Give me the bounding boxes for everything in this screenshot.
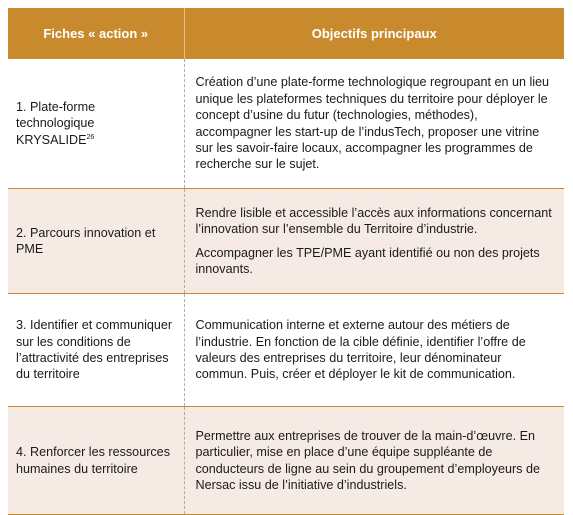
footnote-ref: 26 — [86, 133, 95, 141]
objectives-cell — [184, 189, 564, 294]
table-row — [8, 407, 564, 515]
objective-text: Permettre aux entreprises de trouver de la main-d’œuvre. En particulier, mise en place d’une équipe suppléante de conducteurs de ligne au sein du groupement d’employeurs de Nersac issu de l’initiative d’industriels. — [195, 428, 540, 492]
objectives-cell — [184, 407, 564, 515]
table-row — [8, 59, 564, 189]
action-name: 3. Identifier et communiquer sur les conditions de l’attractivité des entreprises du territoire — [16, 318, 173, 382]
action-name: 1. Plate-forme technologique KRYSALIDE — [16, 99, 96, 147]
action-name: 2. Parcours innovation et PME — [16, 225, 156, 256]
action-name-cell — [8, 294, 184, 407]
table-row — [8, 189, 564, 294]
action-name-cell — [8, 59, 184, 189]
table-header-row — [8, 8, 564, 59]
objectives-cell — [184, 59, 564, 189]
action-sheets-table — [8, 8, 564, 515]
objective-text: Rendre lisible et accessible l’accès aux informations concernant l’innovation sur l’ensemble du Territoire d’industrie. — [195, 205, 552, 237]
header-main-objectives: Objectifs principaux — [184, 8, 564, 59]
objective-text: Communication interne et externe autour des métiers de l’industrie. En fonction de la cible définie, identifier l’offre de valeurs des entreprises du territoire, leur dénominateur commun. Puis, créer et déployer le kit de communication. — [195, 318, 526, 382]
header-action-sheets: Fiches « action » — [8, 8, 184, 59]
action-name-cell — [8, 407, 184, 515]
objectives-cell — [184, 294, 564, 407]
action-name: 4. Renforcer les ressources humaines du territoire — [16, 445, 170, 476]
action-name-cell — [8, 189, 184, 294]
objective-text: Création d’une plate-forme technologique regroupant en un lieu unique les plateformes techniques du territoire pour déployer le concept d’usine du futur (technologies, méthodes), accompagner les start-up de l’indusTech, proposer une vitrine sur les savoir-faire locaux, accompagner les programmes de recherche sur le sujet. — [195, 75, 550, 172]
table-row — [8, 294, 564, 407]
objective-text: Accompagner les TPE/PME ayant identifié ou non des projets innovants. — [195, 245, 540, 276]
